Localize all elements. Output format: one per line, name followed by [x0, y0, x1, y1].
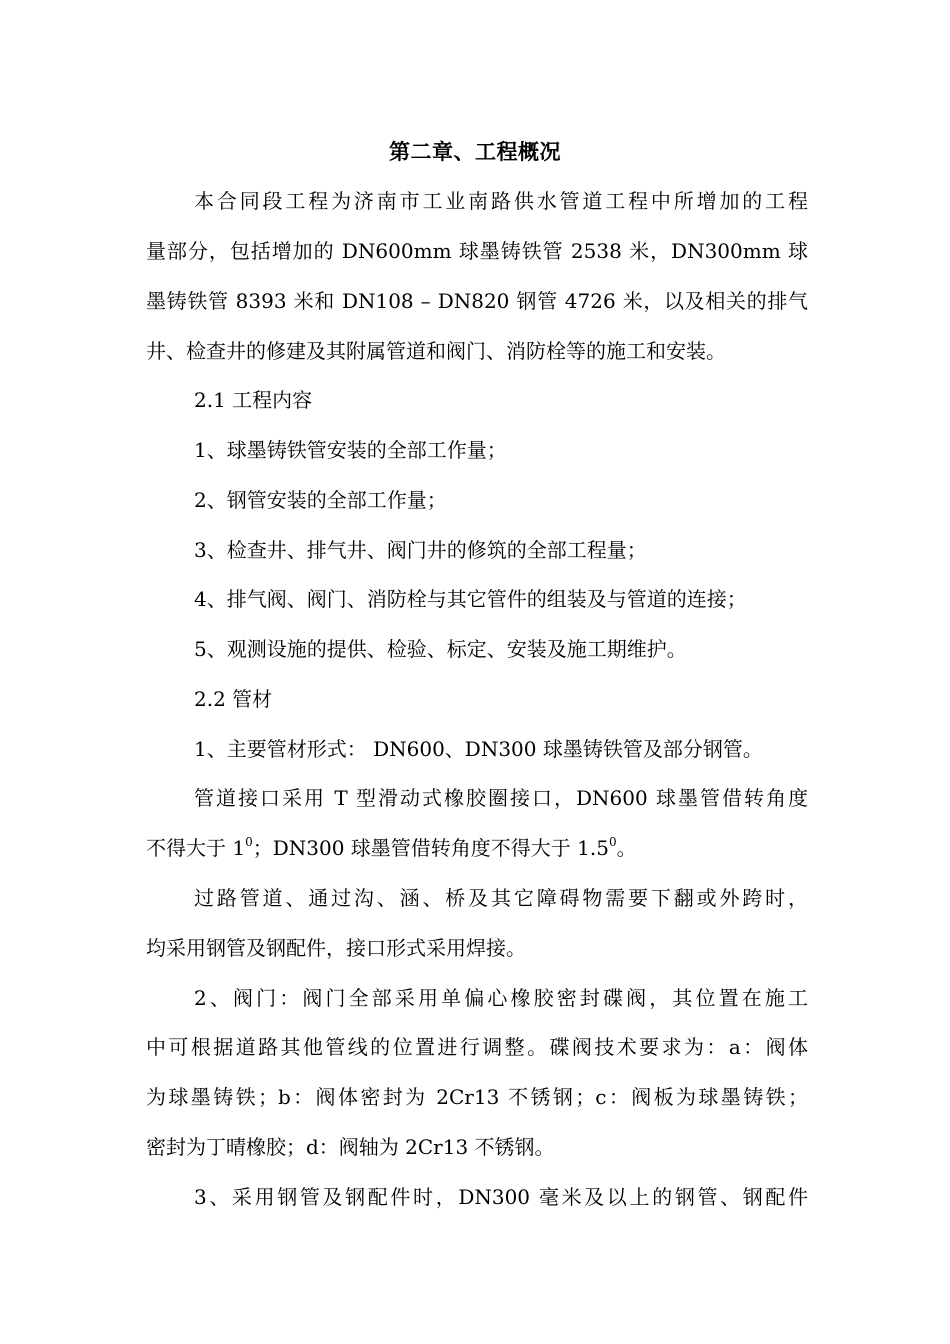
section-2-1-item-4: 4、排气阀、阀门、消防栓与其它管件的组装及与管道的连接； — [194, 587, 747, 611]
section-2-1-item-3: 3、检查井、排气井、阀门井的修筑的全部工程量； — [194, 538, 647, 562]
item-3-line-1: 3、采用钢管及钢配件时，DN300 毫米及以上的钢管、钢配件 — [194, 1185, 808, 1209]
section-2-2-heading: 2.2 管材 — [194, 687, 273, 711]
valve-line-4: 密封为丁晴橡胶；d：阀轴为 2Cr13 不锈钢。 — [146, 1135, 555, 1159]
section-2-1-item-2: 2、钢管安装的全部工作量； — [194, 488, 447, 512]
section-2-1-heading: 2.1 工程内容 — [194, 388, 313, 412]
crossing-line-2: 均采用钢管及钢配件，接口形式采用焊接。 — [146, 936, 526, 960]
joint-line-2 — [146, 832, 808, 864]
intro-line-4: 井、检查井的修建及其附属管道和阀门、消防栓等的施工和安装。 — [146, 339, 726, 363]
joint-line-2-part-b: ；DN300 球墨管借转角度不得大于 1.5 — [252, 836, 609, 860]
intro-line-1: 本合同段工程为济南市工业南路供水管道工程中所增加的工程 — [194, 189, 808, 213]
section-2-1-item-1: 1、球墨铸铁管安装的全部工作量； — [194, 438, 507, 462]
section-2-1-item-5: 5、观测设施的提供、检验、标定、安装及施工期维护。 — [194, 637, 687, 661]
valve-line-1: 2、阀门：阀门全部采用单偏心橡胶密封碟阀，其位置在施工 — [194, 986, 808, 1010]
degree-superscript-1: 0 — [245, 835, 253, 849]
section-2-2-item-1: 1、主要管材形式： DN600、DN300 球墨铸铁管及部分钢管。 — [194, 737, 763, 761]
joint-line-1: 管道接口采用 T 型滑动式橡胶圈接口，DN600 球墨管借转角度 — [194, 786, 808, 810]
intro-line-3: 墨铸铁管 8393 米和 DN108 – DN820 钢管 4726 米，以及相关的排气 — [146, 289, 808, 313]
chapter-title: 第二章、工程概况 — [389, 139, 561, 164]
joint-line-2-part-a: 不得大于 1 — [146, 836, 246, 860]
joint-line-2-part-c: 。 — [616, 836, 637, 860]
degree-superscript-2: 0 — [608, 835, 617, 849]
crossing-line-1: 过路管道、通过沟、涵、桥及其它障碍物需要下翻或外跨时， — [194, 886, 808, 910]
intro-line-2: 量部分，包括增加的 DN600mm 球墨铸铁管 2538 米，DN300mm 球 — [146, 239, 808, 263]
valve-line-3: 为球墨铸铁；b：阀体密封为 2Cr13 不锈钢；c：阀板为球墨铸铁； — [146, 1085, 808, 1109]
valve-line-2: 中可根据道路其他管线的位置进行调整。碟阀技术要求为：a：阀体 — [146, 1035, 808, 1059]
